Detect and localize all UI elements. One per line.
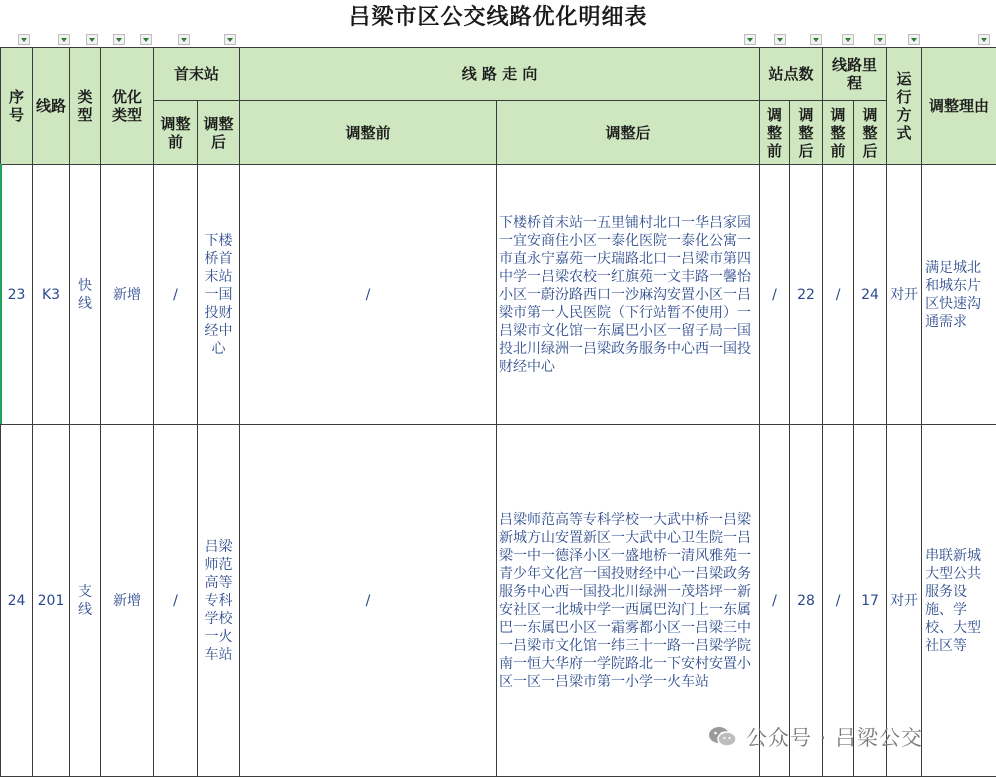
selected-row-marker (0, 164, 2, 424)
header-direction[interactable]: 线 路 走 向 (240, 48, 760, 101)
row-mode[interactable]: 对开 (887, 425, 922, 777)
header-route-after[interactable]: 调整后 (497, 101, 760, 165)
row-route-after[interactable]: 吕梁师范高等专科学校一大武中桥一吕梁新城方山安置新区一大武中心卫生院一吕梁一中一德泽小区一盛地桥一清风雅苑一青少年文化宫一国投财经中心一吕梁政务服务中心西一国投北川绿洲一茂塔坪一新安社区一北城中学一西属巴沟门上一东属巴一东属巴小区一霜雾都小区一吕梁三中一吕梁市文化馆一纬三十一路一吕梁学院南一恒大华府一学院路北一下安村安置小区一区一吕梁市第一小学一火车站 (497, 425, 760, 777)
row-stops-before[interactable]: / (760, 425, 790, 777)
row-mile-after[interactable]: 17 (854, 425, 887, 777)
header-mode[interactable]: 运行方式 (887, 48, 922, 165)
filter-dropdown-icon[interactable] (86, 34, 98, 45)
filter-dropdown-icon[interactable] (113, 34, 125, 45)
header-stops-after[interactable]: 调整后 (790, 101, 823, 165)
wechat-icon (708, 725, 738, 749)
header-opt-type[interactable]: 优化类型 (101, 48, 154, 165)
row-stops-before[interactable]: / (760, 165, 790, 425)
header-mileage-before[interactable]: 调整前 (823, 101, 854, 165)
row-opt-type[interactable]: 新增 (101, 425, 154, 777)
row-reason[interactable]: 满足城北和城东片区快速沟通需求 (922, 165, 996, 425)
header-terminal-after[interactable]: 调整后 (198, 101, 240, 165)
row-seq[interactable]: 24 (1, 425, 33, 777)
route-table (0, 47, 996, 777)
row-reason[interactable]: 串联新城大型公共服务设施、学校、大型社区等 (922, 425, 996, 777)
row-term-after[interactable]: 下楼桥首末站一国投财经中心 (198, 165, 240, 425)
header-type[interactable]: 类型 (70, 48, 101, 165)
row-line[interactable]: 201 (33, 425, 70, 777)
row-type[interactable]: 支线 (70, 425, 101, 777)
header-seq[interactable]: 序号 (1, 48, 33, 165)
row-mile-after[interactable]: 24 (854, 165, 887, 425)
filter-dropdown-icon[interactable] (908, 34, 920, 45)
watermark (708, 722, 923, 752)
row-term-after[interactable]: 吕梁师范高等专科学校一火车站 (198, 425, 240, 777)
header-stops[interactable]: 站点数 (760, 48, 823, 101)
header-stops-before[interactable]: 调整前 (760, 101, 790, 165)
filter-dropdown-icon[interactable] (874, 34, 886, 45)
filter-dropdown-icon[interactable] (18, 34, 30, 45)
filter-dropdown-icon[interactable] (178, 34, 190, 45)
watermark-text: 公众号 · 吕梁公交 (746, 722, 923, 752)
row-route-after[interactable]: 下楼桥首末站一五里铺村北口一华吕家园一宜安商住小区一泰化医院一泰化公寓一市直永宁嘉苑一庆瑞路北口一吕梁市第四中学一吕梁农校一红旗苑一文丰路一馨怡小区一蔚汾路西口一沙麻沟安置小区一吕梁市第一人民医院（下行站暂不使用）一吕梁市文化馆一东属巴小区一留子局一国投北川绿洲一吕梁政务服务中心西一国投财经中心 (497, 165, 760, 425)
filter-dropdown-icon[interactable] (774, 34, 786, 45)
row-stops-after[interactable]: 28 (790, 425, 823, 777)
header-line[interactable]: 线路 (33, 48, 70, 165)
row-term-before[interactable]: / (154, 165, 198, 425)
row-type[interactable]: 快线 (70, 165, 101, 425)
table-title: 吕梁市区公交线路优化明细表 (0, 0, 996, 34)
row-term-before[interactable]: / (154, 425, 198, 777)
filter-dropdown-icon[interactable] (978, 34, 990, 45)
row-route-before[interactable]: / (240, 165, 497, 425)
row-seq[interactable]: 23 (1, 165, 33, 425)
header-terminal[interactable]: 首末站 (154, 48, 240, 101)
row-mode[interactable]: 对开 (887, 165, 922, 425)
row-mile-before[interactable]: / (823, 165, 854, 425)
filter-dropdown-icon[interactable] (224, 34, 236, 45)
header-terminal-before[interactable]: 调整前 (154, 101, 198, 165)
row-stops-after[interactable]: 22 (790, 165, 823, 425)
header-route-before[interactable]: 调整前 (240, 101, 497, 165)
header-reason[interactable]: 调整理由 (922, 48, 996, 165)
filter-dropdown-icon[interactable] (58, 34, 70, 45)
header-mileage-after[interactable]: 调整后 (854, 101, 887, 165)
row-mile-before[interactable]: / (823, 425, 854, 777)
header-mileage[interactable]: 线路里程 (823, 48, 887, 101)
filter-dropdown-icon[interactable] (140, 34, 152, 45)
row-line[interactable]: K3 (33, 165, 70, 425)
filter-dropdown-icon[interactable] (842, 34, 854, 45)
row-route-before[interactable]: / (240, 425, 497, 777)
table-row (1, 165, 996, 425)
filter-dropdown-icon[interactable] (810, 34, 822, 45)
row-opt-type[interactable]: 新增 (101, 165, 154, 425)
filter-dropdown-icon[interactable] (744, 34, 756, 45)
